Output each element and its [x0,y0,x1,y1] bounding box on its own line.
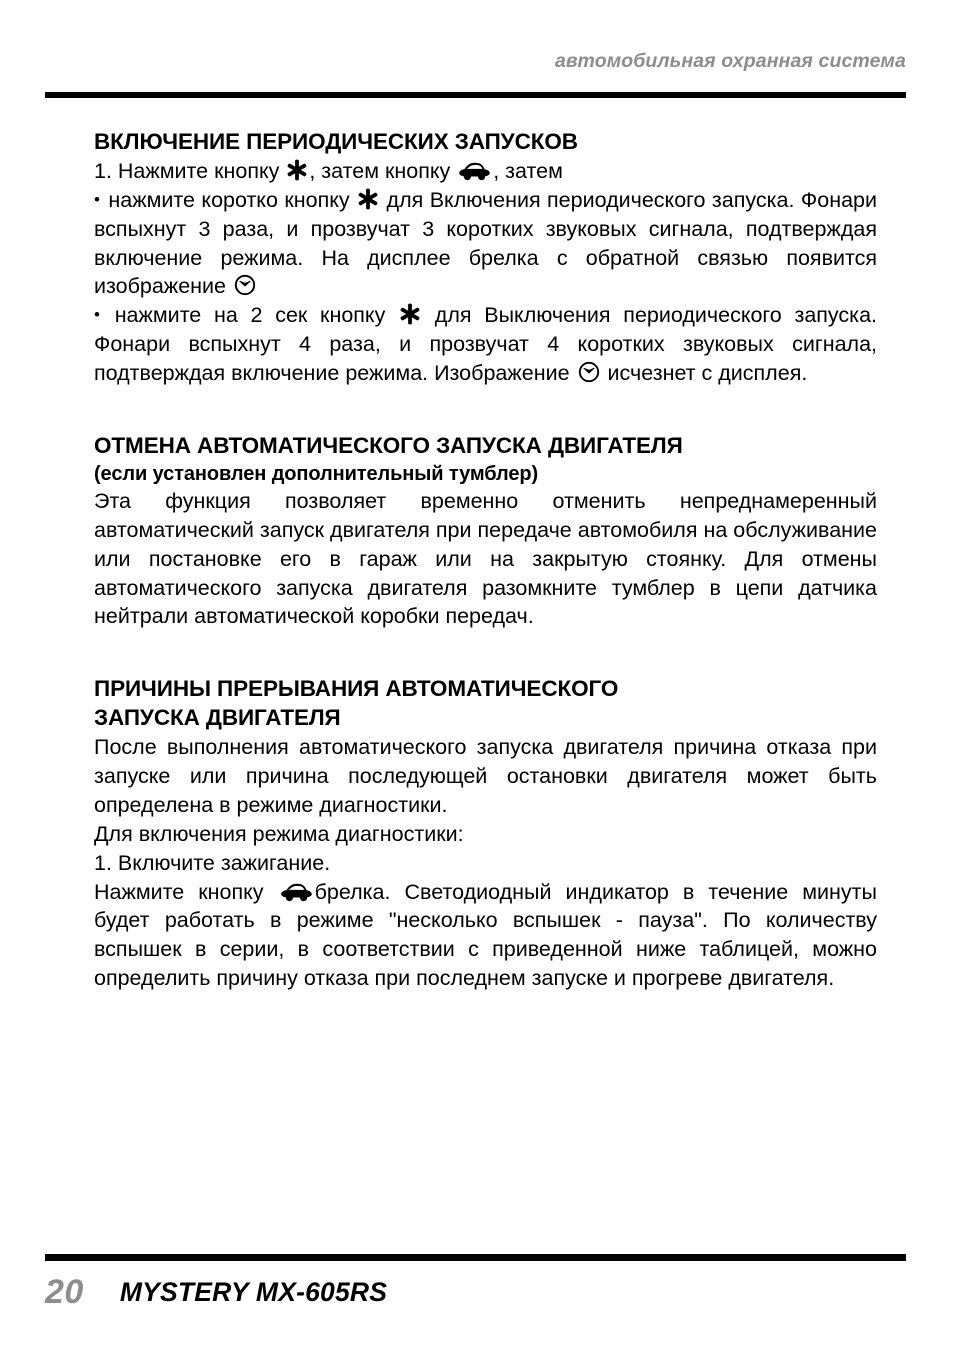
step-1-text-b: , затем кнопку [309,158,451,183]
bullet-icon: • [94,305,100,325]
bullet-disable-text-b: для Выключения периодического запуска. Фонари вспыхнут 4 раза, и прозвучат 4 коротких звуковых сигнала, подтверждая включение режима. Изображение [94,303,877,386]
car-icon [281,882,312,902]
footer-rule [45,1254,906,1261]
paragraph-cancel-autostart: Эта функция позволяет временно отменить непреднамеренный автоматический запуск двигателя при передаче автомобиля на обслуживание или постановке его в гараж или на закрытую стоянку. Для отмены автоматического запуска двигателя разомкните тумблер в цепи датчика нейтрали автоматической коробки передач. [94,488,877,629]
header-rule [45,92,906,98]
section-title-periodic-starts: ВКЛЮЧЕНИЕ ПЕРИОДИЧЕСКИХ ЗАПУСКОВ [94,129,578,154]
product-model-label: MYSTERY MX-605RS [119,1276,388,1307]
section-gap [94,631,877,675]
step-1-text-a: 1. Нажмите кнопку [94,158,280,183]
section-subtitle-cancel-autostart: (если установлен дополнительный тумблер) [94,462,539,485]
paragraph-led-indicator [94,878,877,994]
bullet-disable-periodic [94,301,877,388]
star-asterisk-icon [400,303,420,325]
step-1-line [94,157,877,186]
car-icon [459,161,490,181]
star-asterisk-icon [287,159,307,181]
bullet-icon: • [94,189,100,209]
line-enable-diagnostics: Для включения режима диагностики: [94,821,464,846]
bullet-enable-periodic [94,186,877,302]
paragraph-led-text-b: брелка. Светодиодный индикатор в течение минуты будет работать в режиме "несколько вспышек - пауза". По количеству вспышек в серии, в соответствии с приведенной ниже таблицей, можно определить причину отказа при последнем запуске и прогреве двигателя. [94,879,877,991]
line-step-ignition: 1. Включите зажигание. [94,850,331,875]
section-title-cancel-autostart: ОТМЕНА АВТОМАТИЧЕСКОГО ЗАПУСКА ДВИГАТЕЛЯ [94,433,683,459]
clock-circle-icon [578,361,600,383]
step-1-text-c: , затем [493,158,563,183]
bullet-disable-text-c: исчезнет с дисплея. [607,361,808,386]
clock-circle-icon [234,274,256,296]
bullet-enable-text-a: нажмите коротко кнопку [108,187,350,212]
paragraph-led-text-a: Нажмите кнопку [94,879,264,904]
section-title-interruption-reasons-line1: ПРИЧИНЫ ПРЕРЫВАНИЯ АВТОМАТИЧЕСКОГО [94,676,619,702]
bullet-disable-text-a: нажмите на 2 сек кнопку [114,303,386,328]
paragraph-diagnostics-intro: После выполнения автоматического запуска двигателя причина отказа при запуске или причина последующей остановки двигателя может быть определена в режиме диагностики. [94,734,877,817]
section-title-interruption-reasons-line2: ЗАПУСКА ДВИГАТЕЛЯ [94,705,341,731]
page-number: 20 [45,1272,84,1311]
page-content [94,128,877,993]
bullet-enable-text-b: для Включения периодического запуска. Фонари вспыхнут 3 раза, и прозвучат 3 коротких звуковых сигнала, подтверждая включение режима. На дисплее брелка с обратной связью появится изображение [94,187,877,299]
running-header: автомобильная охранная система [554,50,906,72]
star-asterisk-icon [358,188,378,210]
section-gap [94,388,877,432]
page-footer [45,1268,906,1316]
